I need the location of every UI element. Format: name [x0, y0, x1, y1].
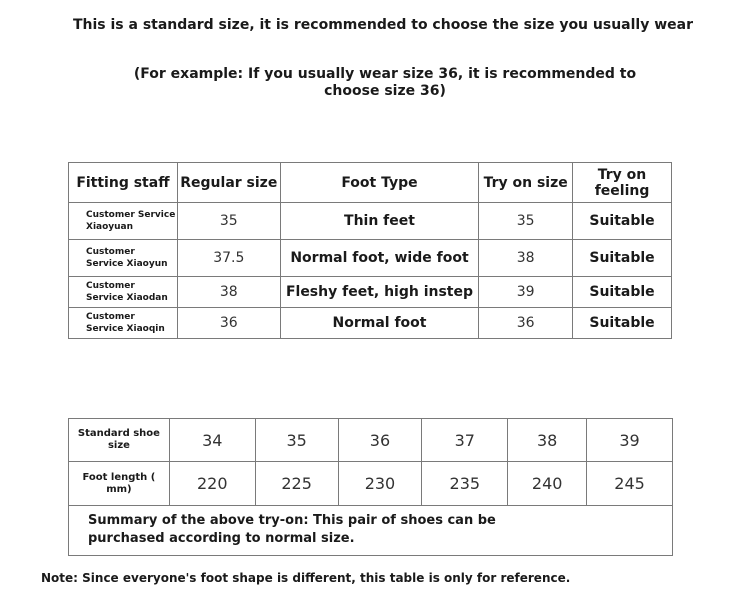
- try-on-feeling-cell: Suitable: [573, 308, 672, 339]
- length-cell: 220: [169, 462, 255, 506]
- size-cell: 38: [508, 419, 587, 462]
- size-cell: 36: [338, 419, 422, 462]
- size-row: [69, 419, 673, 462]
- footnote: Note: Since everyone's foot shape is different, this table is only for reference.: [41, 571, 571, 585]
- size-cell: 39: [587, 419, 673, 462]
- header-line-1: This is a standard size, it is recommended to choose the size you usually wear: [72, 17, 693, 33]
- summary-line-b: purchased according to normal size.: [88, 531, 355, 546]
- header-foot-type: Foot Type: [280, 163, 479, 203]
- try-on-feeling-cell: Suitable: [573, 240, 672, 277]
- try-on-feeling-cell: Suitable: [573, 203, 672, 240]
- size-label-a: Standard shoe: [77, 428, 160, 439]
- try-on-size-cell: 35: [479, 203, 573, 240]
- fitting-table: [68, 162, 672, 339]
- staff-line-a: Customer Service: [86, 210, 176, 220]
- length-label-cell: [69, 462, 170, 506]
- regular-size-cell: 35: [177, 203, 280, 240]
- size-label-b: size: [107, 440, 130, 451]
- length-row: [69, 462, 673, 506]
- regular-size-cell: 37.5: [177, 240, 280, 277]
- table-row: [69, 277, 672, 308]
- foot-type-cell: Thin feet: [280, 203, 479, 240]
- staff-line-a: Customer: [86, 247, 135, 257]
- summary-line-a: Summary of the above try-on: This pair of shoes can be: [88, 513, 496, 528]
- staff-line-a: Customer: [86, 312, 135, 322]
- header-fitting-staff: Fitting staff: [69, 163, 178, 203]
- foot-type-cell: Normal foot: [280, 308, 479, 339]
- size-table: [68, 418, 673, 556]
- header-line-2b: choose size 36): [324, 83, 446, 99]
- try-on-size-cell: 38: [479, 240, 573, 277]
- staff-line-a: Customer: [86, 281, 135, 291]
- foot-type-cell: Normal foot, wide foot: [280, 240, 479, 277]
- staff-cell: [69, 277, 178, 308]
- length-cell: 230: [338, 462, 422, 506]
- staff-line-b: Service Xiaoyun: [86, 259, 168, 269]
- foot-type-cell: Fleshy feet, high instep: [280, 277, 479, 308]
- header-regular-size: Regular size: [177, 163, 280, 203]
- staff-line-b: Service Xiaodan: [86, 293, 168, 303]
- header-try-on-size: Try on size: [479, 163, 573, 203]
- staff-cell: [69, 308, 178, 339]
- regular-size-cell: 38: [177, 277, 280, 308]
- staff-line-b: Xiaoyuan: [86, 222, 134, 232]
- summary-row: [69, 506, 673, 556]
- table-row: [69, 240, 672, 277]
- size-label-cell: [69, 419, 170, 462]
- header-line-2a: (For example: If you usually wear size 36, it is recommended to: [133, 66, 637, 82]
- length-cell: 245: [587, 462, 673, 506]
- try-on-size-cell: 39: [479, 277, 573, 308]
- try-on-size-cell: 36: [479, 308, 573, 339]
- staff-cell: [69, 240, 178, 277]
- regular-size-cell: 36: [177, 308, 280, 339]
- length-cell: 240: [508, 462, 587, 506]
- fitting-header-row: [69, 163, 672, 203]
- summary-cell: [69, 506, 673, 556]
- size-cell: 34: [169, 419, 255, 462]
- table-row: [69, 308, 672, 339]
- size-cell: 37: [422, 419, 508, 462]
- staff-cell: [69, 203, 178, 240]
- try-on-feeling-cell: Suitable: [573, 277, 672, 308]
- length-cell: 225: [255, 462, 338, 506]
- size-cell: 35: [255, 419, 338, 462]
- staff-line-b: Service Xiaoqin: [86, 324, 165, 334]
- length-label-b: mm): [106, 483, 132, 495]
- header-line-2: [10, 66, 750, 100]
- length-cell: 235: [422, 462, 508, 506]
- table-row: [69, 203, 672, 240]
- header-try-on-feeling: Try on feeling: [573, 163, 672, 203]
- length-label-a: Foot length (: [82, 471, 156, 483]
